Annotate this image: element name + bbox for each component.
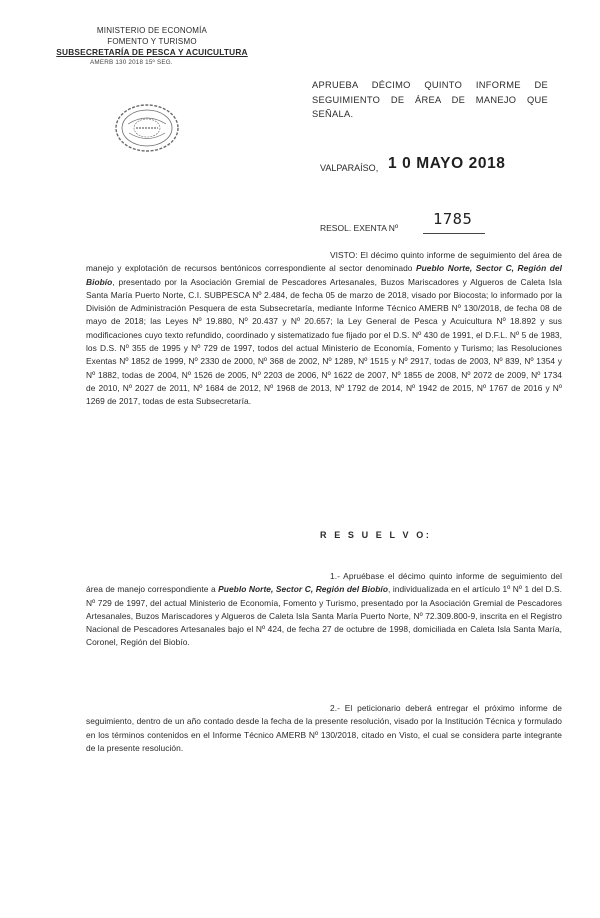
undersecretariat-name: SUBSECRETARÍA DE PESCA Y ACUICULTURA <box>56 47 248 57</box>
date-stamp: 1 0 MAYO 2018 <box>388 155 506 172</box>
point1-area-name: Pueblo Norte, Sector C, Región del Biobío <box>218 584 388 595</box>
resolution-subject: APRUEBA DÉCIMO QUINTO INFORME DE SEGUIMIENTO DE ÁREA DE MANEJO QUE SEÑALA. <box>312 80 548 119</box>
point1-text-1: 1.- Apruébase el décimo quinto informe de seguimiento del área de manejo correspondiente a <box>86 571 562 595</box>
ministry-name: MINISTERIO DE ECONOMÍA <box>96 26 208 35</box>
visto-text-1: VISTO: El décimo quinto informe de seguimiento del área de manejo y explotación de recursos bentónicos correspondiente al sector denominado <box>86 250 562 274</box>
resuelvo-heading: R E S U E L V O: <box>320 530 432 540</box>
resolution-number-line <box>320 210 550 236</box>
resolution-point-1 <box>86 570 562 650</box>
visto-text-2: , presentado por la Asociación Gremial de Pescadores Artesanales, Buzos Mariscadores y Algueros de Caleta Isla Santa María Puerto Norte, C.I. SUBPESCA Nº 2.484, de fecha 05 de marzo de 2018, visado por Biocosta; lo informado por la División de Administración Pesquera de esta Subsecretaría, mediante Informe Técnico AMERB Nº 130/2018, de fecha 08 de mayo de 2018; las Leyes Nº 19.880, Nº 20.437 y Nº 20.657; la Ley General de Pesca y Acuicultura Nº 18.892 y sus modificaciones cuyo texto refundido, coordinado y sistematizado fue fijado por el D.S. Nº 430 de 1991, el D.F.L. Nº 5 de 1983, los D.S. Nº 355 de 1995 y Nº 729 de 1997, todos del actual Ministerio de Economía, Fomento y Turismo; las Resoluciones Exentas Nº 1852 de 1999, Nº 2330 de 2000, Nº 368 de 2002, Nº 1289, Nº 1515 y Nº 2917, todas de 2003, Nº 839, Nº 1354 y Nº 1882, todas de 2004, Nº 1526 de 2005, Nº 2203 de 2006, Nº 1622 de 2007, Nº 1855 de 2008, Nº 2072 de 2009, Nº 1734 de 2010, Nº 2027 de 2011, Nº 1684 de 2012, Nº 1968 de 2013, Nº 1792 de 2014, Nº 1942 de 2015, Nº 1767 de 2016 y Nº 1269 de 2017, todas de esta Subsecretaría. <box>86 276 562 407</box>
resolution-point-2: 2.- El peticionario deberá entregar el próximo informe de seguimiento, dentro de un año contado desde la fecha de la presente resolución, visado por la Institución Técnica y formulado en los términos contenidos en el Informe Técnico AMERB Nº 130/2018, citado en Visto, el cual se considera parte integrante de la presente resolución. <box>86 703 562 753</box>
ministry-subtitle: FOMENTO Y TURISMO <box>107 36 197 46</box>
file-reference: AMERB 130 2018 15º SEG. <box>90 58 173 66</box>
point1-text-2: , individualizada en el artículo 1º Nº 1 del D.S. Nº 729 de 1997, del actual Ministerio de Economía, Fomento y Turismo, presentado por la Asociación Gremial de Pescadores Artesanales, Buzos Mariscadores y Algueros de Caleta Isla Santa María Puerto Norte, Nº 72.309.800-9, inscrita en el Registro Nacional de Pescadores Artesanales bajo el Nº 424, de fecha 27 de octubre de 1998, domiciliada en Caleta Isla Santa María, Coronel, Región del Biobío. <box>86 584 562 648</box>
number-underline <box>423 233 485 234</box>
visto-area-name: Pueblo Norte, Sector C, Región del Biobío <box>86 263 562 287</box>
letterhead <box>52 26 252 68</box>
visto-paragraph <box>86 249 562 409</box>
date-line <box>320 155 560 179</box>
resolution-label: RESOL. EXENTA Nº <box>320 223 399 233</box>
city-label: VALPARAÍSO, <box>320 163 379 173</box>
official-seal-icon <box>114 102 180 154</box>
resolution-number: 1785 <box>433 210 473 228</box>
